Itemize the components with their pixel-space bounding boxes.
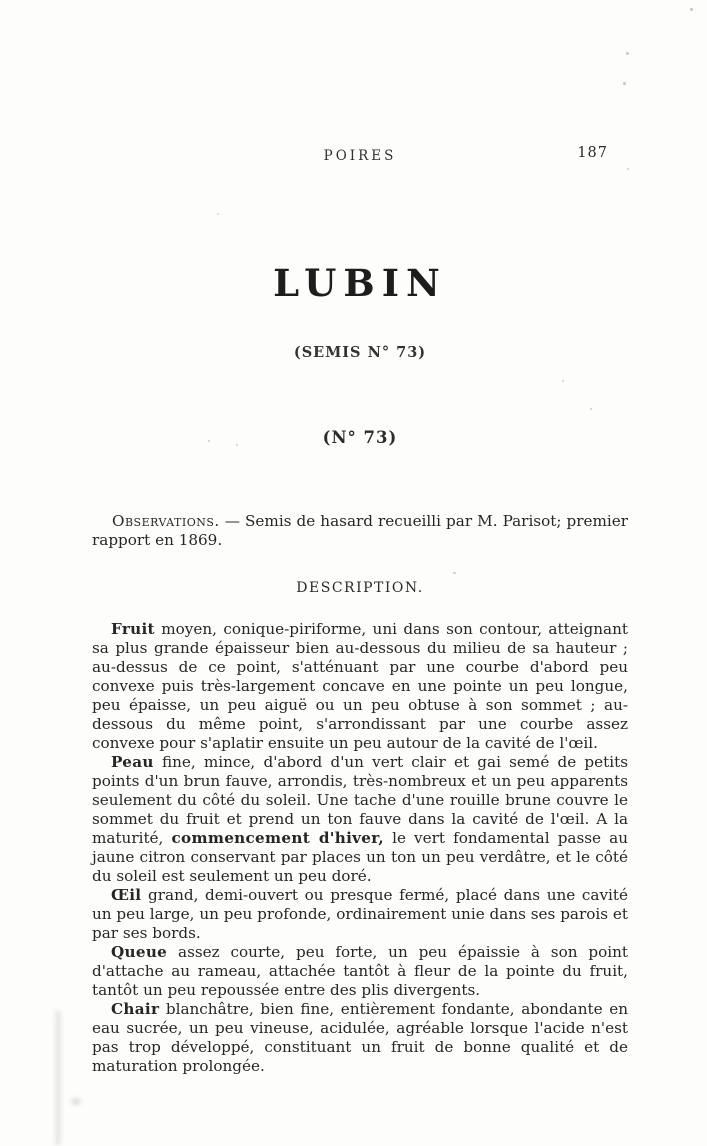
paragraph-text: grand, demi-ouvert ou presque fermé, placé dans une cavité un peu large, un peu profonde, ordinairement unie dans ses parois et par ses bords. — [92, 886, 628, 942]
page-title: LUBIN — [273, 261, 447, 305]
scan-speck — [590, 408, 592, 410]
bold-term: Fruit — [111, 620, 155, 638]
running-header-title: POIRES — [323, 148, 397, 164]
section-heading: DESCRIPTION. — [296, 580, 424, 596]
paragraph-text: blanchâtre, bien fine, entièrement fondante, abondante en eau sucrée, un peu vineuse, acidulée, agréable lorsque l'acide n'est pas trop développé, constituant un fruit de bonne qualité et de maturation prolongée. — [92, 1000, 628, 1075]
number-note: (N° 73) — [322, 428, 398, 447]
series-note: (SEMIS N° 73) — [293, 344, 427, 361]
description-paragraph — [92, 620, 628, 753]
description-paragraph — [92, 1000, 628, 1076]
page-number: 187 — [577, 145, 608, 161]
bold-term: Œil — [111, 886, 142, 904]
description-paragraph — [92, 753, 628, 886]
description-paragraphs — [92, 620, 628, 1076]
scan-speck — [626, 52, 629, 55]
bold-term: Queue — [111, 943, 168, 961]
scan-speck — [453, 572, 456, 574]
observations-text: — Semis de hasard recueilli par M. Parisot; premier rapport en 1869. — [92, 512, 628, 549]
bold-term: Peau — [111, 753, 154, 771]
paragraph-text: le vert fondamental passe au jaune citron conservant par places un ton un peu verdâtre, et le côté du soleil est seulement un peu doré. — [92, 829, 628, 885]
scan-speck — [562, 380, 564, 382]
paragraph-text: assez courte, peu forte, un peu épaissie à son point d'attache au rameau, attachée tantôt à fleur de la pointe du fruit, tantôt un peu repoussée entre des plis divergents. — [92, 943, 628, 999]
gutter-shadow — [55, 1010, 61, 1146]
scan-speck — [627, 168, 629, 170]
observations-paragraph — [92, 512, 628, 550]
description-paragraph — [92, 886, 628, 943]
scan-smudge — [71, 1098, 81, 1105]
paragraph-text: moyen, conique-piriforme, uni dans son contour, atteignant sa plus grande épaisseur bien au-dessous du milieu de sa hauteur ; au-dessus de ce point, s'atténuant par une courbe d'abord peu convexe puis très-largement concave en une pointe un peu longue, peu épaisse, un peu aiguë ou un peu obtuse à son sommet ; au-dessous du même point, s'arrondissant par une courbe assez convexe pour s'aplatir ensuite un peu autour de la cavité de l'œil. — [92, 620, 628, 752]
bold-term: Chair — [111, 1000, 160, 1018]
running-head — [92, 145, 628, 165]
observations-block — [92, 512, 628, 550]
scan-speck — [690, 8, 693, 11]
scan-speck — [217, 213, 219, 215]
description-paragraph — [92, 943, 628, 1000]
scan-speck — [623, 82, 626, 85]
bold-term: commencement d'hiver, — [171, 829, 385, 847]
paragraph-text: fine, mince, d'abord d'un vert clair et gai semé de petits points d'un brun fauve, arrondis, très-nombreux et un peu apparents seulement du côté du soleil. Une tache d'une rouille brune couvre le sommet du fruit et prend un ton fauve dans la cavité de l'œil. A la maturité, — [92, 753, 628, 847]
scan-speck — [236, 444, 238, 446]
scan-speck — [208, 440, 210, 442]
observations-label: Observations. — [112, 512, 220, 530]
